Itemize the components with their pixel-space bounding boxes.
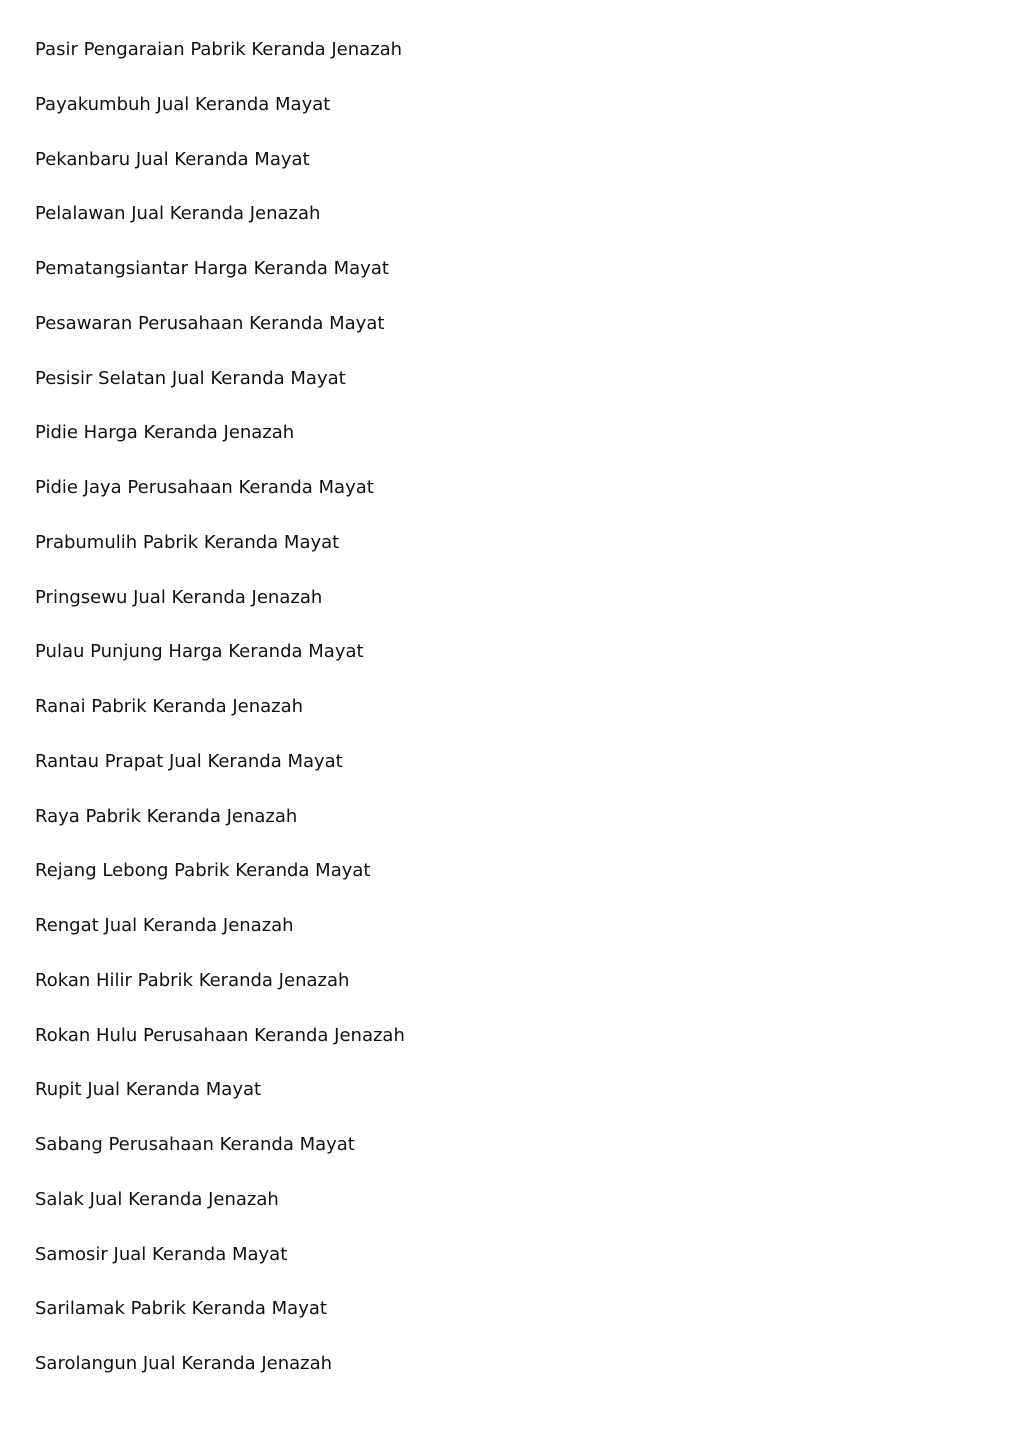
text-line: Pulau Punjung Harga Keranda Mayat <box>35 641 364 663</box>
text-line: Ranai Pabrik Keranda Jenazah <box>35 696 304 717</box>
text-line: Salak Jual Keranda Jenazah <box>35 1188 279 1210</box>
text-line: Samosir Jual Keranda Mayat <box>35 1243 288 1265</box>
text-line: Sarolangun Jual Keranda Jenazah <box>35 1353 333 1374</box>
text-line: Payakumbuh Jual Keranda Mayat <box>35 93 331 115</box>
text-line: Pidie Jaya Perusahaan Keranda Mayat <box>35 477 374 498</box>
text-line: Pringsewu Jual Keranda Jenazah <box>35 586 323 608</box>
text-line: Rokan Hulu Perusahaan Keranda Jenazah <box>35 1024 405 1046</box>
text-line: Raya Pabrik Keranda Jenazah <box>35 805 298 827</box>
text-line-list <box>35 36 405 1405</box>
text-line: Rupit Jual Keranda Mayat <box>35 1079 262 1101</box>
text-line: Rengat Jual Keranda Jenazah <box>35 915 294 936</box>
text-line: Prabumulih Pabrik Keranda Mayat <box>35 531 340 553</box>
text-line: Rokan Hilir Pabrik Keranda Jenazah <box>35 969 350 991</box>
text-line: Pidie Harga Keranda Jenazah <box>35 422 295 444</box>
text-line: Sarilamak Pabrik Keranda Mayat <box>35 1298 327 1320</box>
text-line: Pasir Pengaraian Pabrik Keranda Jenazah <box>35 39 403 60</box>
text-line: Pekanbaru Jual Keranda Mayat <box>35 148 310 170</box>
text-line: Pematangsiantar Harga Keranda Mayat <box>35 258 389 279</box>
text-line: Rantau Prapat Jual Keranda Mayat <box>35 750 343 772</box>
text-line: Pelalawan Jual Keranda Jenazah <box>35 203 321 225</box>
text-line: Pesisir Selatan Jual Keranda Mayat <box>35 367 346 389</box>
text-line: Rejang Lebong Pabrik Keranda Mayat <box>35 860 371 882</box>
text-line: Pesawaran Perusahaan Keranda Mayat <box>35 312 385 334</box>
text-line: Sabang Perusahaan Keranda Mayat <box>35 1134 355 1155</box>
